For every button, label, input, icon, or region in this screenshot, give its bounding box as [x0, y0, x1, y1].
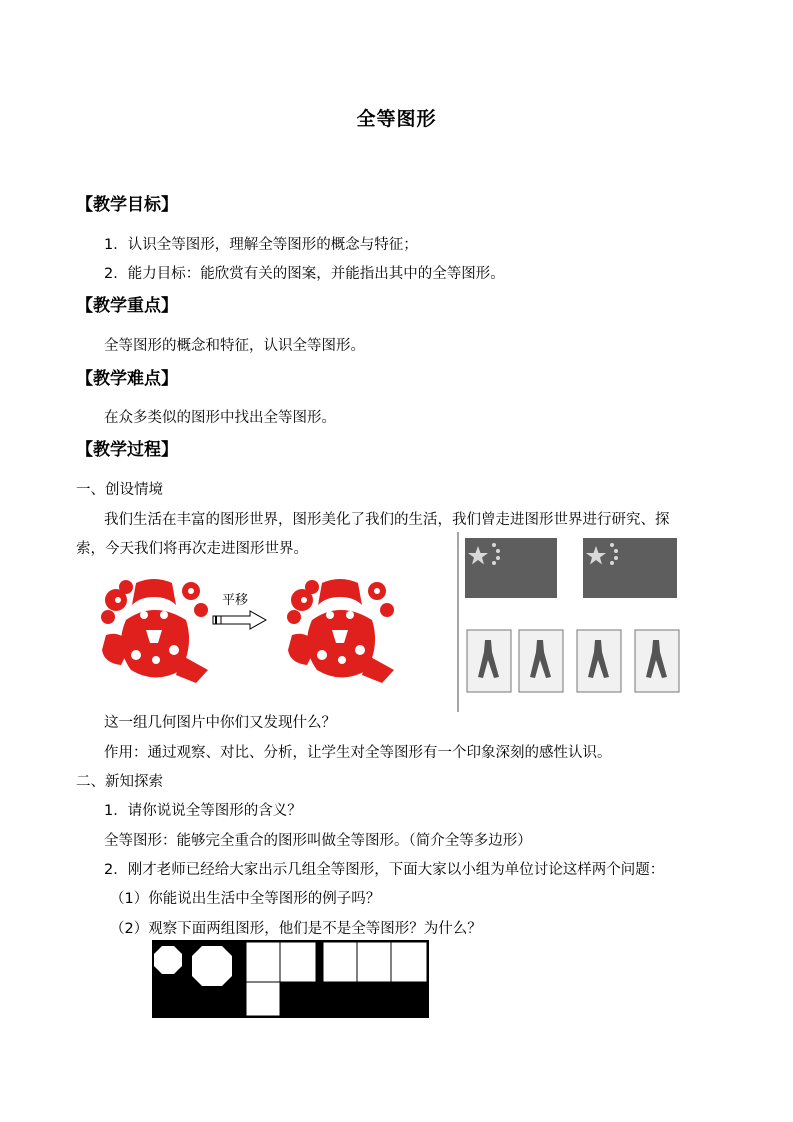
difficult-text: 在众多类似的图形中找出全等图形。 — [104, 410, 336, 426]
section-heading-difficult: 【教学难点】 — [76, 369, 178, 389]
part2-definition: 全等图形：能够完全重合的图形叫做全等图形。（简介全等多边形） — [104, 833, 532, 849]
section-heading-process: 【教学过程】 — [76, 440, 178, 460]
polygon-figure — [152, 940, 429, 1022]
flags-and-stamps-image — [457, 532, 697, 716]
key-text: 全等图形的概念和特征，认识全等图形。 — [104, 338, 365, 354]
flag-icon — [465, 538, 557, 598]
page-title: 全等图形 — [356, 108, 437, 130]
papercut-image-right — [282, 575, 398, 689]
part2-sub-question-2: （2）观察下面两组图形，他们是不是全等图形？为什么？ — [110, 921, 482, 937]
translation-arrow-icon — [212, 609, 268, 635]
part2-sub-question-1: （1）你能说出生活中全等图形的例子吗？ — [110, 891, 381, 907]
part2-heading: 二、新知探索 — [76, 774, 163, 790]
section-heading-goals: 【教学目标】 — [76, 195, 178, 215]
goal-item-1: 1．认识全等图形，理解全等图形的概念与特征； — [104, 237, 418, 253]
arrow-label: 平移 — [222, 593, 249, 608]
part1-heading: 一、创设情境 — [76, 482, 163, 498]
part1-para-line2: 索，今天我们将再次走进图形世界。 — [76, 541, 308, 557]
part1-para-line1: 我们生活在丰富的图形世界，图形美化了我们的生活，我们曾走进图形世界进行研究、探 — [104, 512, 670, 528]
part1-purpose: 作用：通过观察、对比、分析，让学生对全等图形有一个印象深刻的感性认识。 — [104, 745, 612, 761]
part2-question-2: 2．刚才老师已经给大家出示几组全等图形，下面大家以小组为单位讨论这样两个问题： — [104, 862, 665, 878]
papercut-image-left — [96, 575, 212, 689]
part1-question: 这一组几何图片中你们又发现什么？ — [104, 715, 336, 731]
goal-item-2: 2．能力目标：能欣赏有关的图案，并能指出其中的全等图形。 — [104, 266, 505, 282]
section-heading-key: 【教学重点】 — [76, 296, 178, 316]
part2-question-1: 1．请你说说全等图形的含义？ — [104, 803, 302, 819]
